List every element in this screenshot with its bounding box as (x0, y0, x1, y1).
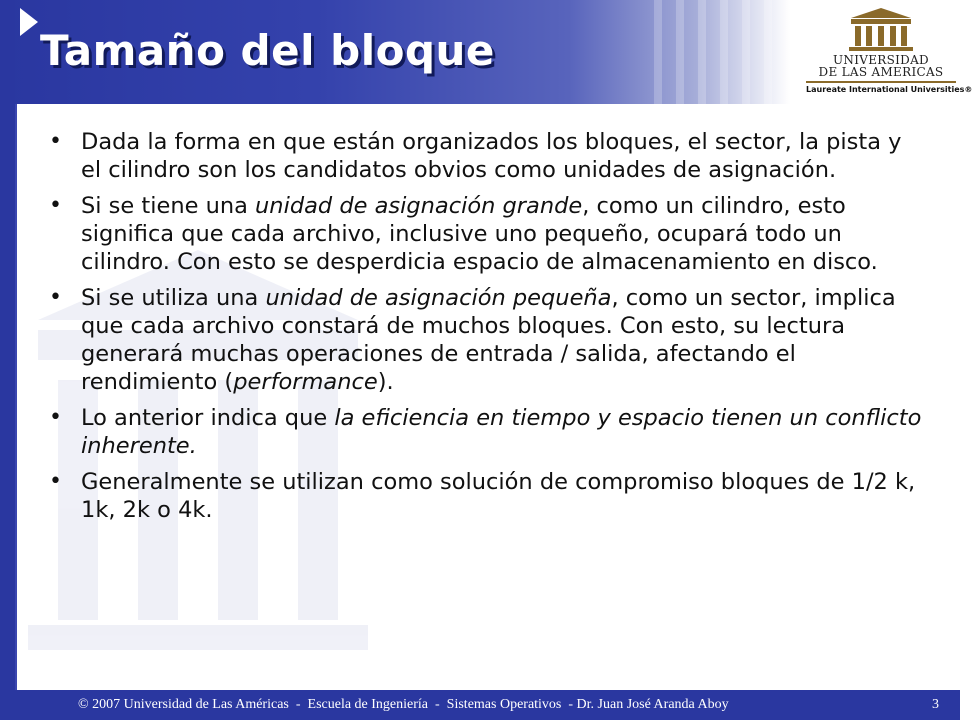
bullet-emphasis: performance (233, 369, 378, 395)
logo-tagline-text: Laureate International Universities (806, 85, 965, 94)
bullet-item (45, 468, 925, 524)
bullet-marker: • (49, 193, 62, 218)
bullet-item (45, 404, 925, 460)
bullet-emphasis: unidad de asignación grande (255, 193, 583, 219)
bullet-text: Generalmente se utilizan como solución de compromiso bloques de 1/2 k, 1k, 2k o 4k. (81, 469, 916, 523)
arrow-icon (20, 8, 38, 36)
bullet-text: Dada la forma en que están organizados los bloques, el sector, la pista y el cilindro son los candidatos obvios como unidades de asignación. (81, 129, 902, 183)
left-accent-line (15, 104, 17, 690)
bullet-item (45, 192, 925, 276)
logo-tagline (806, 81, 972, 94)
page-number: 3 (932, 697, 939, 712)
logo-line-2: DE LAS AMERICAS (818, 65, 944, 79)
bullet-marker: • (49, 405, 62, 430)
university-building-icon (845, 6, 917, 52)
bullet-item (45, 284, 925, 396)
university-logo (806, 6, 972, 100)
bullet-marker: • (49, 129, 62, 154)
logo-line-1: UNIVERSIDAD (833, 53, 929, 67)
left-accent-bar (0, 0, 15, 690)
bullet-emphasis: unidad de asignación pequeña (265, 285, 612, 311)
registered-mark: ® (964, 85, 972, 94)
bullet-text: Si se tiene una (81, 193, 256, 219)
slide-title: Tamaño del bloque (40, 26, 495, 75)
bullet-text: Si se utiliza una (81, 285, 266, 311)
bullet-text: , como un sector, implica que cada archivo constará de muchos bloques. Con esto, su lectura generará muchas operaciones de entrada / salida, afectando el rendimiento ( (81, 285, 896, 395)
bullet-text: , como un cilindro, esto significa que cada archivo, inclusive uno pequeño, ocupará todo un cilindro. Con esto se desperdicia espacio de almacenamiento en disco. (81, 193, 878, 275)
bullet-text: Lo anterior indica que (81, 405, 335, 431)
header-decoration (640, 0, 790, 104)
footer-text: © 2007 Universidad de Las Américas - Escuela de Ingeniería - Sistemas Operativos - Dr. Juan José Aranda Aboy (78, 697, 729, 712)
bullet-marker: • (49, 469, 62, 494)
bullet-emphasis: la eficiencia en tiempo y espacio tienen un conflicto inherente. (81, 405, 922, 459)
bullet-marker: • (49, 285, 62, 310)
bullet-list (45, 128, 925, 532)
bullet-item (45, 128, 925, 184)
bullet-text: ). (377, 369, 394, 395)
